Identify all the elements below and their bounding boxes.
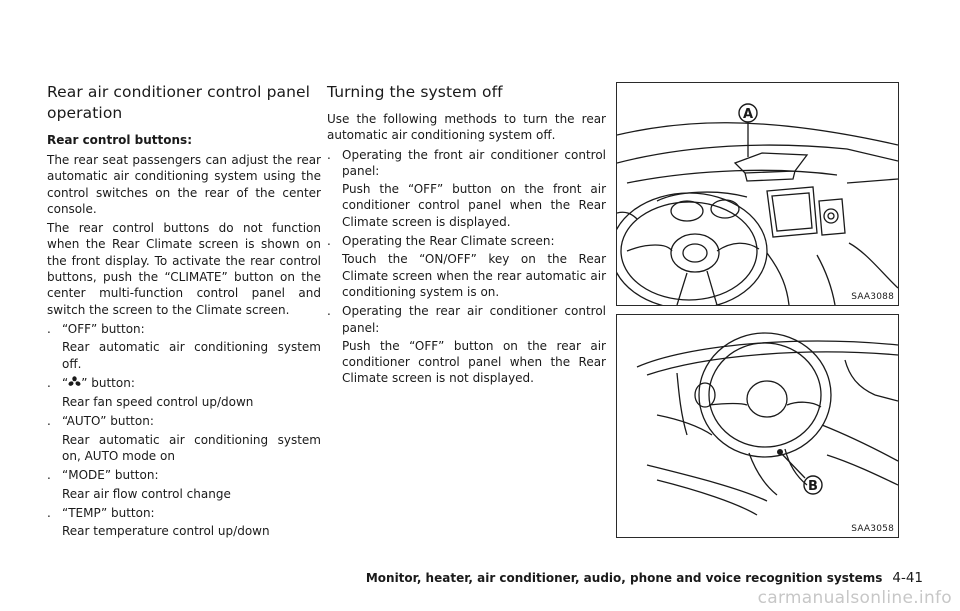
- bullet-fan: [47, 375, 321, 411]
- callout-label-b: B: [808, 479, 818, 494]
- page-number: 4-41: [892, 570, 923, 586]
- quote-close-label: ” button:: [81, 375, 135, 390]
- bullet-description: Rear temperature control up/down: [62, 524, 270, 539]
- bullet-label: Operating the rear air conditioner control panel:: [342, 304, 606, 335]
- figure-code: SAA3058: [851, 524, 894, 534]
- bullet-marker: .: [327, 147, 331, 162]
- steering-illustration: [617, 315, 898, 537]
- bullet-marker: .: [327, 234, 331, 249]
- bullet-label: “OFF” button:: [62, 321, 145, 336]
- callout-label-a: A: [742, 107, 754, 122]
- subhead-rear-control-buttons: Rear control buttons:: [47, 133, 192, 147]
- bullet-rear-panel: [327, 303, 606, 386]
- bullet-label: “MODE” button:: [62, 468, 159, 483]
- bullet-marker: .: [327, 304, 331, 319]
- bullet-description: Rear automatic air conditioning system off.: [62, 340, 321, 371]
- footer-section-title: Monitor, heater, air conditioner, audio, phone and voice recognition systems: [365, 571, 883, 585]
- bullet-label: “TEMP” button:: [62, 505, 155, 520]
- section-title-turning-off: Turning the system off: [327, 83, 503, 101]
- bullet-description: Rear fan speed control up/down: [62, 395, 254, 410]
- figure-code: SAA3088: [851, 292, 894, 302]
- bullet-description: Push the “OFF” button on the front air conditioner control panel when the Rear Climate screen is displayed.: [342, 182, 606, 229]
- watermark: carmanualsonline.info: [757, 588, 952, 608]
- paragraph-rear-not-function: The rear control buttons do not function when the Rear Climate screen is shown on the front display. To activate the rear control buttons, push the “CLIMATE” button on the center multi-function control panel and switch the screen to the Climate screen.: [47, 221, 321, 317]
- paragraph-intro: Use the following methods to turn the rear automatic air conditioning system off.: [327, 112, 606, 143]
- fan-icon: [68, 376, 81, 392]
- bullet-mode: [47, 467, 321, 502]
- bullet-auto: [47, 413, 321, 464]
- quote-open: “: [62, 375, 69, 390]
- middle-column: [327, 82, 606, 389]
- section-title-rear-panel: Rear air conditioner control panel operation: [47, 83, 311, 122]
- bullet-marker: .: [47, 414, 51, 429]
- bullet-temp: [47, 505, 321, 540]
- bullet-description: Push the “OFF” button on the rear air conditioner control panel when the Rear Climate screen is not displayed.: [342, 338, 606, 386]
- bullet-marker: .: [47, 468, 51, 483]
- figure-steering-column: [616, 314, 899, 538]
- bullet-marker: .: [47, 321, 51, 336]
- page-footer: [366, 570, 923, 586]
- bullet-label: [62, 375, 321, 392]
- bullet-description: Touch the “ON/OFF” key on the Rear Climate screen when the rear automatic air conditioning system is on.: [342, 252, 606, 299]
- bullet-label: Operating the Rear Climate screen:: [342, 234, 555, 249]
- bullet-description: Rear automatic air conditioning system on, AUTO mode on: [62, 432, 321, 464]
- bullet-front-panel: [327, 147, 606, 230]
- left-column: [47, 82, 321, 542]
- bullet-off: [47, 321, 321, 372]
- bullet-label: “AUTO” button:: [62, 414, 154, 429]
- paragraph-rear-adjust: The rear seat passengers can adjust the rear automatic air conditioning system using the control switches on the rear of the center console.: [47, 153, 321, 216]
- figure-dashboard: [616, 82, 899, 306]
- bullet-rear-climate-screen: [327, 233, 606, 300]
- bullet-description: Rear air flow control change: [62, 486, 231, 501]
- bullet-marker: .: [47, 375, 51, 390]
- bullet-label: Operating the front air conditioner control panel:: [342, 147, 606, 178]
- dashboard-illustration: [617, 83, 898, 305]
- bullet-marker: .: [47, 505, 51, 520]
